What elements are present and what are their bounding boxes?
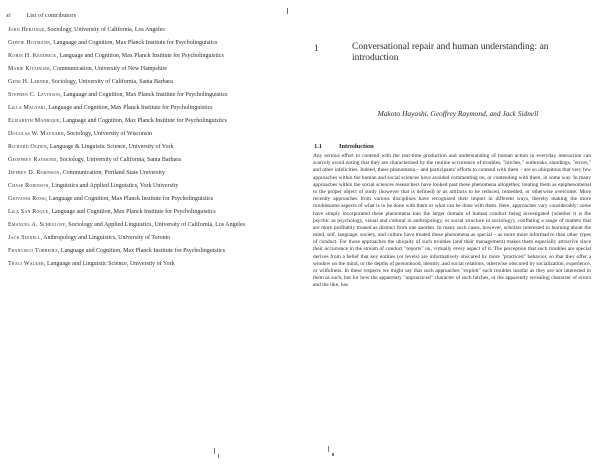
name-separator: , — [60, 92, 64, 98]
contributor-name: Jeffrey D. Robinson — [8, 170, 60, 176]
chapter-authors: Makoto Hayashi, Geoffrey Raymond, and Jack Sidnell — [377, 109, 539, 118]
contributor-entry — [8, 157, 286, 164]
section-title: Introduction — [339, 143, 374, 150]
contributor-affiliation: Language and Cognition, Max Planck Institute for Psycholinguistics — [48, 196, 214, 202]
chapter-number: 1 — [314, 44, 319, 54]
scan-artifact — [218, 454, 219, 458]
contributor-name: Stephen C. Levinson — [8, 92, 61, 98]
contributor-name: Kobin H. Kendrick — [8, 53, 57, 59]
contributor-affiliation: Language and Cognition, Max Planck Institute for Psycholinguistics — [48, 105, 213, 111]
contributor-affiliation: Anthropology and Linguistics, University of Toronto — [43, 235, 171, 241]
name-separator: , — [45, 105, 49, 111]
contributor-affiliation: Sociology, University of California, Santa Barbara — [51, 79, 173, 85]
right-page — [300, 0, 600, 464]
contributor-entry — [8, 79, 286, 86]
contributor-affiliation: Language and Cognition, Max Planck Institute for Psycholinguistics — [60, 248, 226, 254]
running-head-title: List of contributors — [26, 12, 77, 19]
contributor-entry — [8, 261, 286, 268]
contributor-entry — [8, 222, 286, 229]
contributor-affiliation: Linguistics and Applied Linguistics, York University — [51, 183, 179, 189]
contributor-name: Francisco Torreira — [8, 248, 58, 254]
contributor-affiliation: Language & Linguistic Science, University of York — [49, 144, 174, 150]
name-separator: , — [48, 183, 52, 189]
contributor-affiliation: Language and Cognition, Max Planck Institute for Psycholinguistics — [59, 53, 224, 59]
name-separator: , — [48, 209, 52, 215]
contributor-entry — [8, 66, 286, 73]
contributor-entry — [8, 183, 286, 190]
name-separator: , — [57, 248, 61, 254]
left-page — [0, 0, 290, 464]
name-separator: , — [59, 170, 63, 176]
name-separator: , — [46, 144, 50, 150]
contributor-name: Richard Ogden — [8, 144, 47, 150]
contributor-affiliation: Language and Linguistic Science, University of York — [47, 261, 175, 267]
contributor-affiliation: Sociology and Applied Linguistics, University of California, Los Angeles — [68, 222, 245, 228]
contributor-entry — [8, 27, 286, 34]
contributor-name: Traci Walker — [8, 261, 45, 267]
running-header — [6, 12, 76, 19]
contributor-affiliation: Sociology, University of Wisconsin — [66, 131, 153, 137]
body-paragraph: Any serious effort to contend with the real-time production and understanding of human action in everyday interaction can scarcely avoid noting that they are characterized by the routine occurrence of troubles, "hitches," outbreaks, standings, "errors," and other infelicities. Indeed, these phenomena – and participants' efforts to contend with them – are so ubiquitous that very few approaches within the human and social sciences have avoided commenting on, or contending with them, in some way. In many approaches within the social sciences researchers have looked past these phenomena altogether, treating them as epiphenomenal to the proper object of study (however that is defined) or as artifacts to be reduced, remedied, or otherwise overcome. More recently approaches from various disciplines have recognized their import in different ways, thereby making the more troublesome aspects of what is to be done with them or what can be done with them. Here, approaches vary considerably: some have simply incorporated these phenomena into the larger domain of human conduct being investigated (whether it is the psychic as psychology, visual and cultural in anthropology, or social structure in sociology), conflating a range of matters that are more profitably treated as distinct from one another. In many such cases, however, scholars interested in learning about the mind, self, language, society, and culture have treated these phenomena as special – as more more informative than other types of conduct. For those approaches the ubiquity of such troubles (and their management) makes them especially attractive since their occurrence in the stream of conduct "reports" on, virtually every aspect of it. The perception that such troubles are special derives from a belief that key entities (or levels) are informatively obscured by more "practiced" behavior, so that they offer a window on the mind, or the depths of personhood, identity, and social relations, otherwise obscured by socialization, experience, or wilfulness. In these respects we might say that such approaches "exploit" such troubles insofar as they are not interested in them as such, but for how the apparently "unpracticed" character of such hitches, or the apparently revealing character of errors and the like, has — [313, 153, 591, 289]
contributor-affiliation: Sociology, University of California, Los Angeles — [47, 27, 165, 33]
scan-footer-marks — [0, 440, 600, 464]
scan-artifact — [332, 453, 334, 456]
contributor-name: Gene H. Lerner — [8, 79, 49, 85]
contributor-entry — [8, 170, 286, 177]
scan-artifact — [328, 446, 329, 452]
contributor-name: Giovanni Rossi — [8, 196, 46, 202]
name-separator: , — [40, 235, 44, 241]
contributor-affiliation: Language and Cognition, Max Planck Institute for Psycholinguistics — [62, 118, 227, 124]
name-separator: , — [48, 79, 52, 85]
gutter-mark — [287, 8, 288, 14]
contributor-affiliation: Language and Cognition, Max Planck Institute for Psycholinguistics — [53, 40, 218, 46]
contributor-name: Emanuel A. Schegloff — [8, 222, 66, 228]
contributor-entry — [8, 131, 286, 138]
name-separator: , — [63, 131, 67, 137]
contributor-affiliation: Language and Cognition, Max Planck Institute for Psycholinguistics — [51, 209, 216, 215]
contributor-entry — [8, 53, 286, 60]
name-separator: , — [56, 53, 60, 59]
contributor-entry — [8, 118, 286, 125]
contributor-affiliation: Communication, University of New Hampshire — [52, 66, 168, 72]
contributor-list — [8, 27, 286, 274]
scan-artifact — [214, 448, 215, 454]
contributor-name: Lilla Magyari — [8, 105, 46, 111]
contributor-name: Chase Robinson — [8, 183, 49, 189]
contributor-entry — [8, 196, 286, 203]
page-number: xi — [6, 12, 11, 19]
name-separator: , — [45, 196, 49, 202]
contributor-name: Gertie Hoymann — [8, 40, 51, 46]
contributor-entry — [8, 105, 286, 112]
contributor-entry — [8, 40, 286, 47]
contributor-name: Jack Sidnell — [8, 235, 41, 241]
name-separator: , — [44, 27, 48, 33]
contributor-entry — [8, 144, 286, 151]
contributor-entry — [8, 248, 286, 255]
contributor-entry — [8, 235, 286, 242]
section-number: 1.1 — [314, 143, 322, 150]
contributor-entry — [8, 209, 286, 216]
contributor-affiliation: Sociology, University of California, Santa Barbara — [59, 157, 181, 163]
contributor-entry — [8, 92, 286, 99]
contributor-name: Elizabeth Manrique — [8, 118, 60, 124]
contributor-affiliation: Language and Cognition, Max Planck Institute for Psycholinguistics — [63, 92, 228, 98]
contributor-affiliation: Communication, Portland State University — [62, 170, 165, 176]
name-separator: , — [59, 118, 63, 124]
contributor-name: Lila San Roque — [8, 209, 49, 215]
contributor-name: Marie Kitzinger — [8, 66, 50, 72]
contributor-name: John Heritage — [8, 27, 45, 33]
name-separator: , — [56, 157, 60, 163]
chapter-title: Conversational repair and human understanding: an introduction — [352, 42, 549, 63]
name-separator: , — [50, 40, 54, 46]
name-separator: , — [44, 261, 48, 267]
contributor-name: Douglas W. Maynard — [8, 131, 64, 137]
name-separator: , — [49, 66, 53, 72]
contributor-name: Geoffrey Raymond — [8, 157, 57, 163]
name-separator: , — [65, 222, 69, 228]
